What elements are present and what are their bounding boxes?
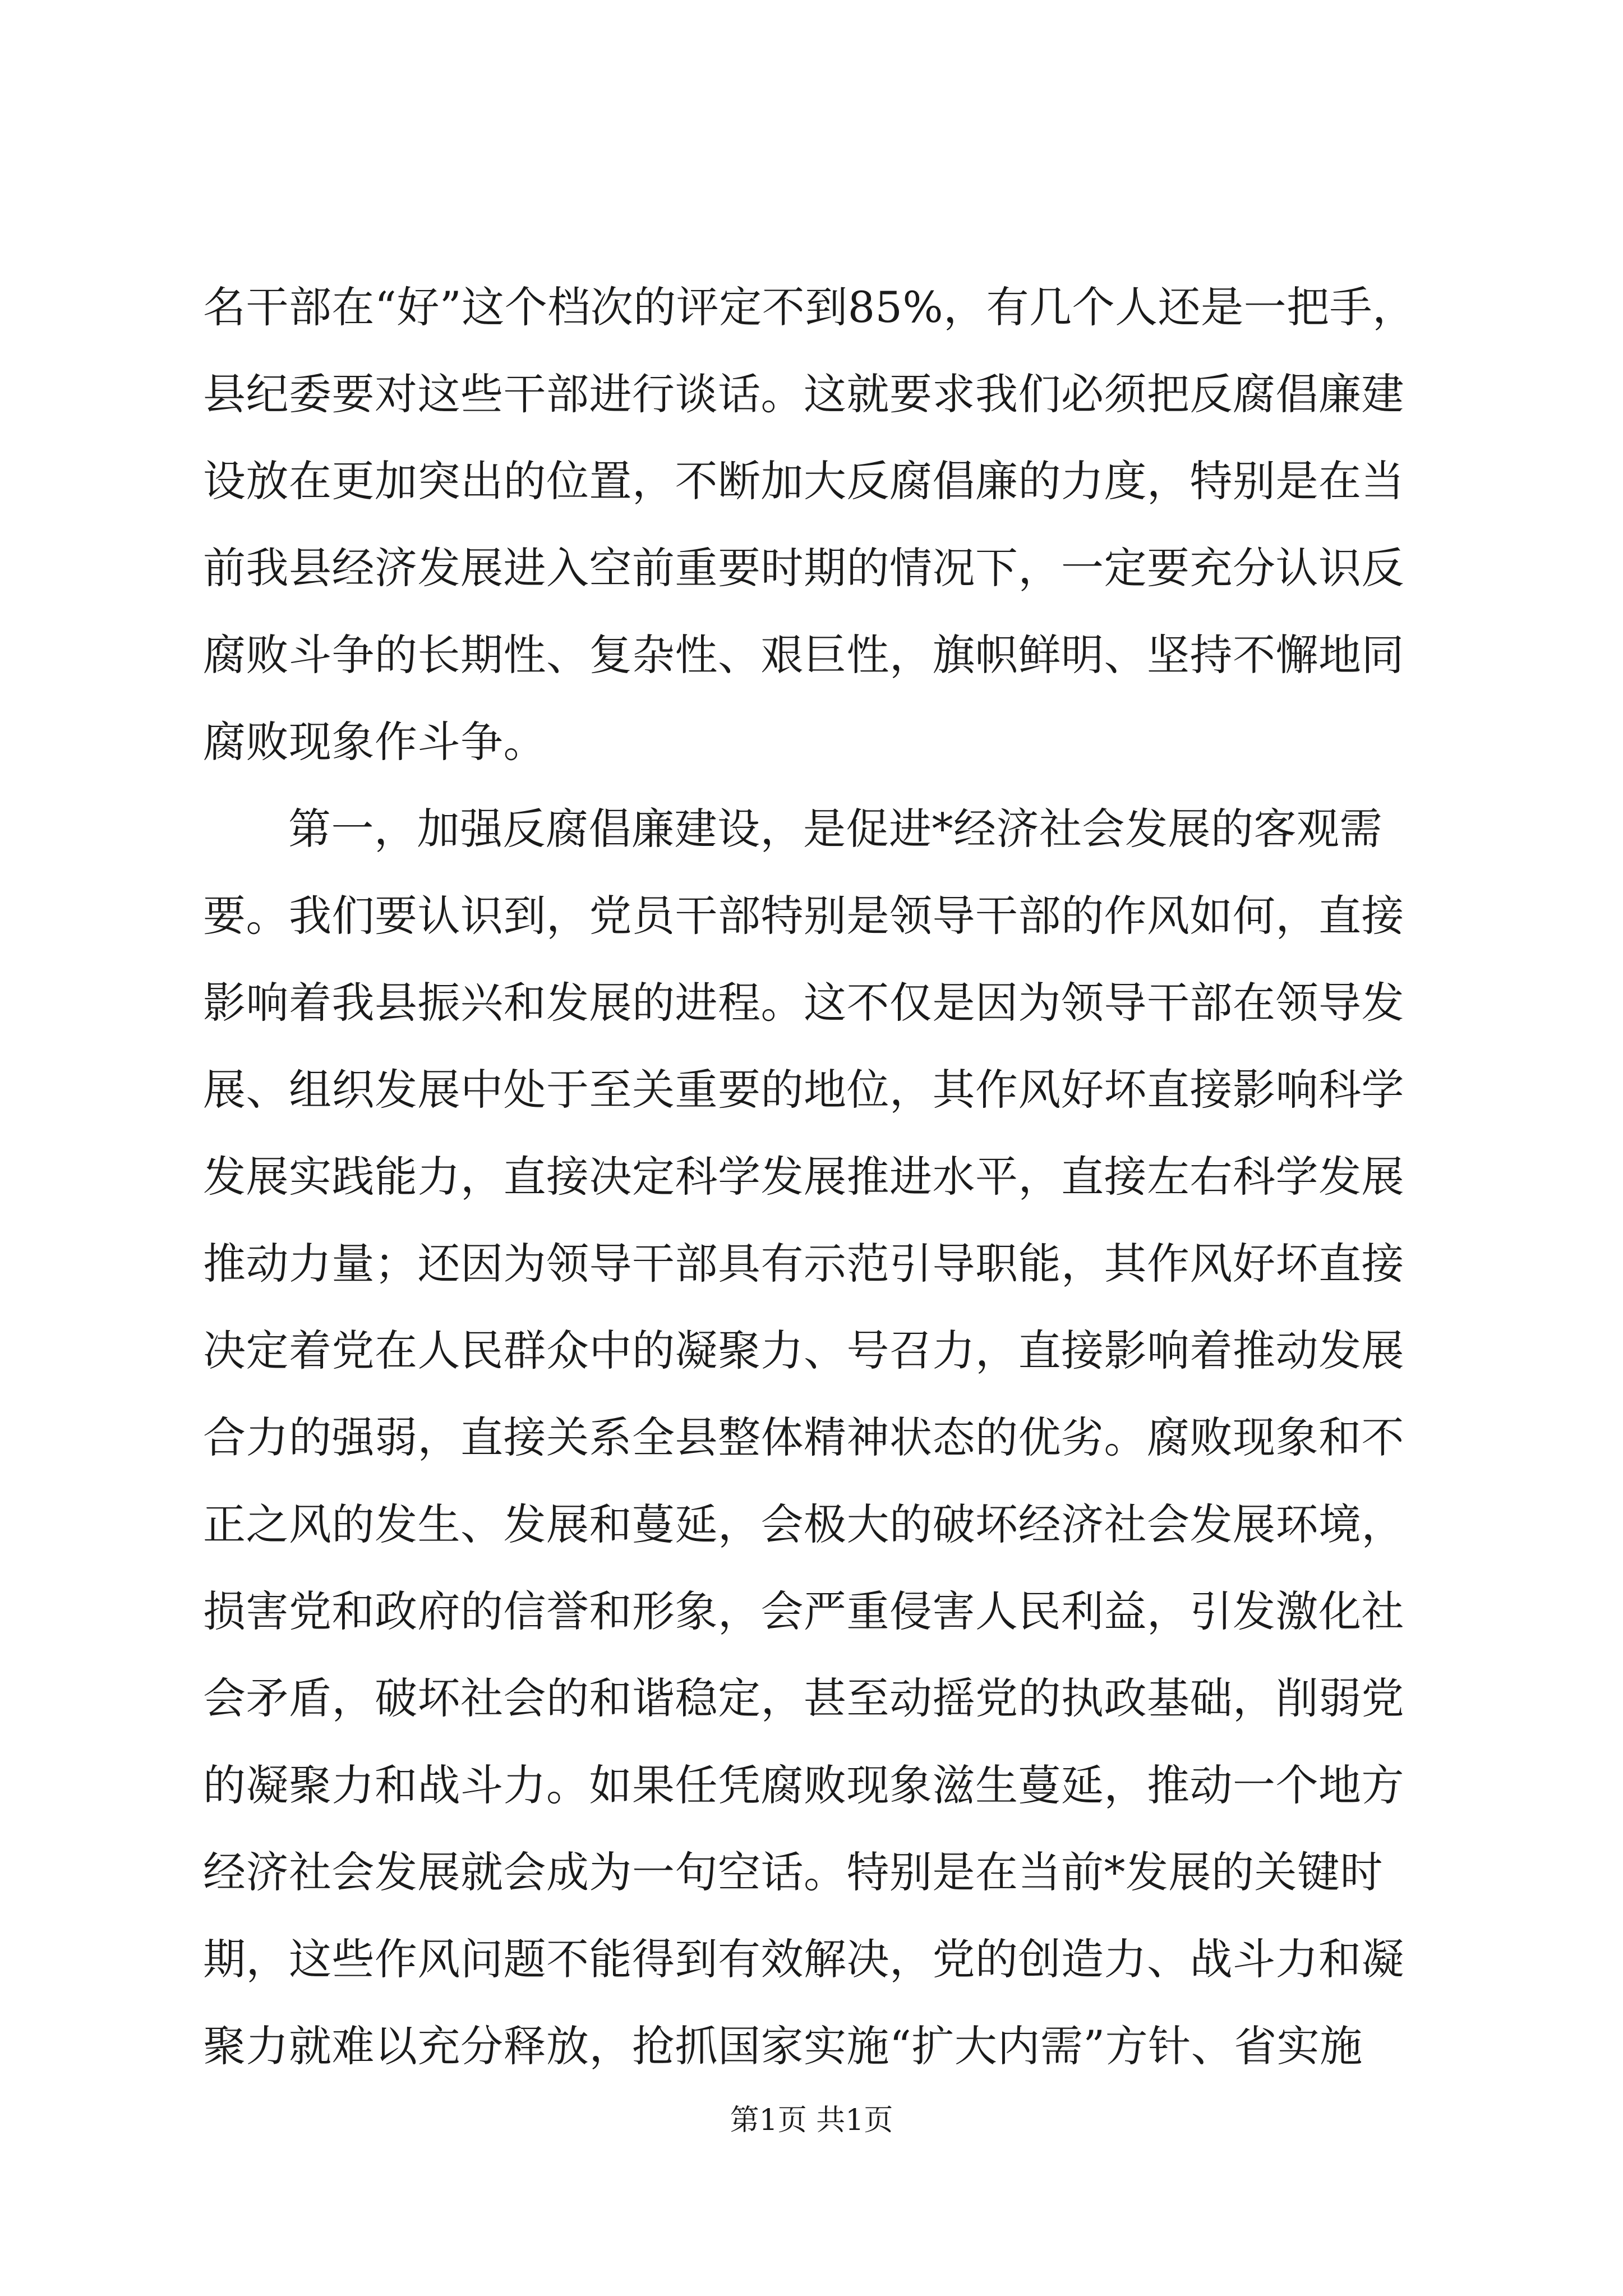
text-line: 正之风的发生、发展和蔓延，会极大的破坏经济社会发展环境， — [203, 1499, 1404, 1549]
text-line: 决定着党在人民群众中的凝聚力、号召力，直接影响着推动发展 — [203, 1326, 1404, 1375]
text-line: 发展实践能力，直接决定科学发展推进水平，直接左右科学发展 — [203, 1152, 1404, 1202]
document-body — [203, 264, 1426, 2090]
text-line: 名干部在“好”这个档次的评定不到85%，有几个人还是一把手， — [203, 282, 1415, 332]
paragraph-1 — [203, 264, 1426, 785]
text-line: 聚力就难以充分释放，抢抓国家实施“扩大内需”方针、省实施 — [203, 2021, 1363, 2071]
text-line: 腐败现象作斗争。 — [203, 717, 546, 767]
text-line: 的凝聚力和战斗力。如果任凭腐败现象滋生蔓延，推动一个地方 — [203, 1760, 1404, 1810]
text-line: 会矛盾，破坏社会的和谐稳定，甚至动摇党的执政基础，削弱党 — [203, 1673, 1404, 1723]
text-line: 设放在更加突出的位置，不断加大反腐倡廉的力度，特别是在当 — [203, 456, 1404, 506]
text-line: 第一，加强反腐倡廉建设，是促进*经济社会发展的客观需 — [288, 804, 1382, 854]
text-line: 前我县经济发展进入空前重要时期的情况下，一定要充分认识反 — [203, 543, 1404, 593]
text-line: 损害党和政府的信誉和形象，会严重侵害人民利益，引发激化社 — [203, 1586, 1404, 1636]
text-line: 期，这些作风问题不能得到有效解决，党的创造力、战斗力和凝 — [203, 1934, 1404, 1984]
page-footer — [0, 2098, 1623, 2143]
text-line: 要。我们要认识到，党员干部特别是领导干部的作风如何，直接 — [203, 891, 1404, 941]
text-line: 合力的强弱，直接关系全县整体精神状态的优劣。腐败现象和不 — [203, 1412, 1404, 1462]
paragraph-2 — [203, 785, 1426, 2090]
text-line: 影响着我县振兴和发展的进程。这不仅是因为领导干部在领导发 — [203, 978, 1404, 1028]
text-line: 腐败斗争的长期性、复杂性、艰巨性，旗帜鲜明、坚持不懈地同 — [203, 630, 1404, 680]
text-line: 推动力量；还因为领导干部具有示范引导职能，其作风好坏直接 — [203, 1239, 1404, 1289]
text-line: 经济社会发展就会成为一句空话。特别是在当前*发展的关键时 — [203, 1847, 1383, 1897]
text-line: 县纪委要对这些干部进行谈话。这就要求我们必须把反腐倡廉建 — [203, 369, 1404, 419]
text-line: 展、组织发展中处于至关重要的地位，其作风好坏直接影响科学 — [203, 1065, 1404, 1115]
page-number: 第1页 共1页 — [730, 2104, 893, 2137]
